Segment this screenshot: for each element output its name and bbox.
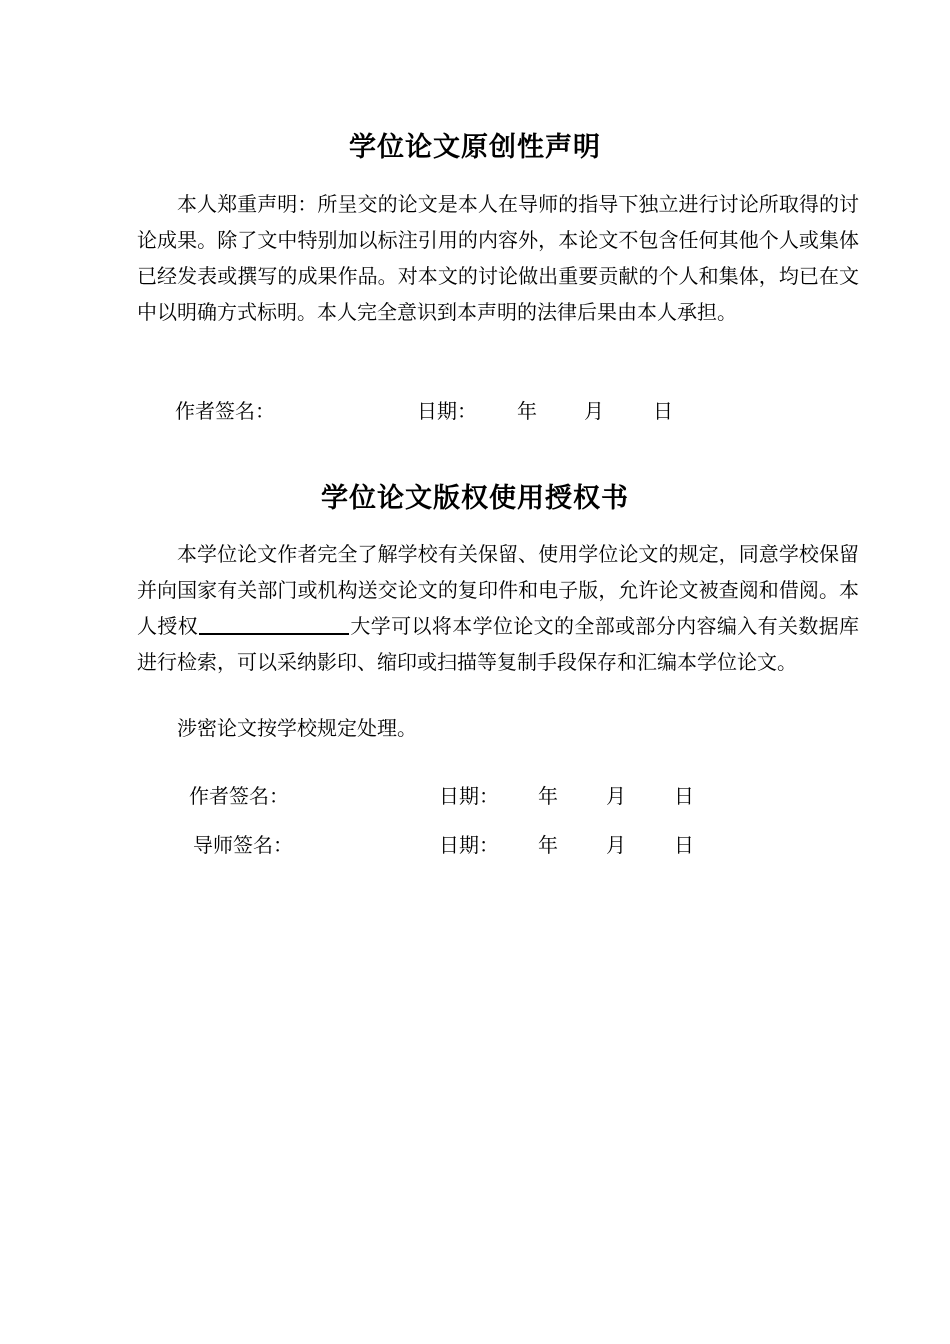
originality-signature-row xyxy=(175,396,695,426)
day-label: 日 xyxy=(674,784,694,808)
year-label: 年 xyxy=(538,833,558,857)
copyright-text-after-blank: 大学可以将本学位论文的全部或部分内容编入有关数据库进行检索，可以采纳影印、缩印或扫描等复制手段保存和汇编本学位论文。 xyxy=(137,614,860,674)
secret-thesis-note: 涉密论文按学校规定处理。 xyxy=(177,716,417,740)
author-signature-label: 作者签名： xyxy=(189,784,289,808)
originality-title: 学位论文原创性声明 xyxy=(349,132,601,163)
author-signature-label: 作者签名： xyxy=(175,399,275,423)
advisor-signature-label: 导师签名： xyxy=(193,833,293,857)
month-label: 月 xyxy=(606,833,626,857)
originality-statement: 本人郑重声明：所呈交的论文是本人在导师的指导下独立进行讨论所取得的讨论成果。除了文中特别加以标注引用的内容外，本论文不包含任何其他个人或集体已经发表或撰写的成果作品。对本文的讨论做出重要贡献的个人和集体，均已在文中以明确方式标明。本人完全意识到本声明的法律后果由本人承担。 xyxy=(137,192,859,324)
university-name-blank xyxy=(199,613,349,635)
copyright-text-before-blank: 本学位论文作者完全了解学校有关保留、使用学位论文的规定，同意学校保留并向国家有关部门或机构送交论文的复印件和电子版，允许论文被查阅和借阅。本人授权 xyxy=(137,542,859,638)
month-label: 月 xyxy=(606,784,626,808)
copyright-advisor-signature-row xyxy=(193,830,713,860)
date-label: 日期： xyxy=(439,784,499,808)
copyright-title: 学位论文版权使用授权书 xyxy=(321,483,629,514)
copyright-author-signature-row xyxy=(189,781,709,811)
date-label: 日期： xyxy=(417,399,477,423)
date-label: 日期： xyxy=(439,833,499,857)
copyright-statement xyxy=(137,536,859,680)
year-label: 年 xyxy=(538,784,558,808)
day-label: 日 xyxy=(653,399,673,423)
month-label: 月 xyxy=(584,399,604,423)
day-label: 日 xyxy=(674,833,694,857)
year-label: 年 xyxy=(517,399,537,423)
